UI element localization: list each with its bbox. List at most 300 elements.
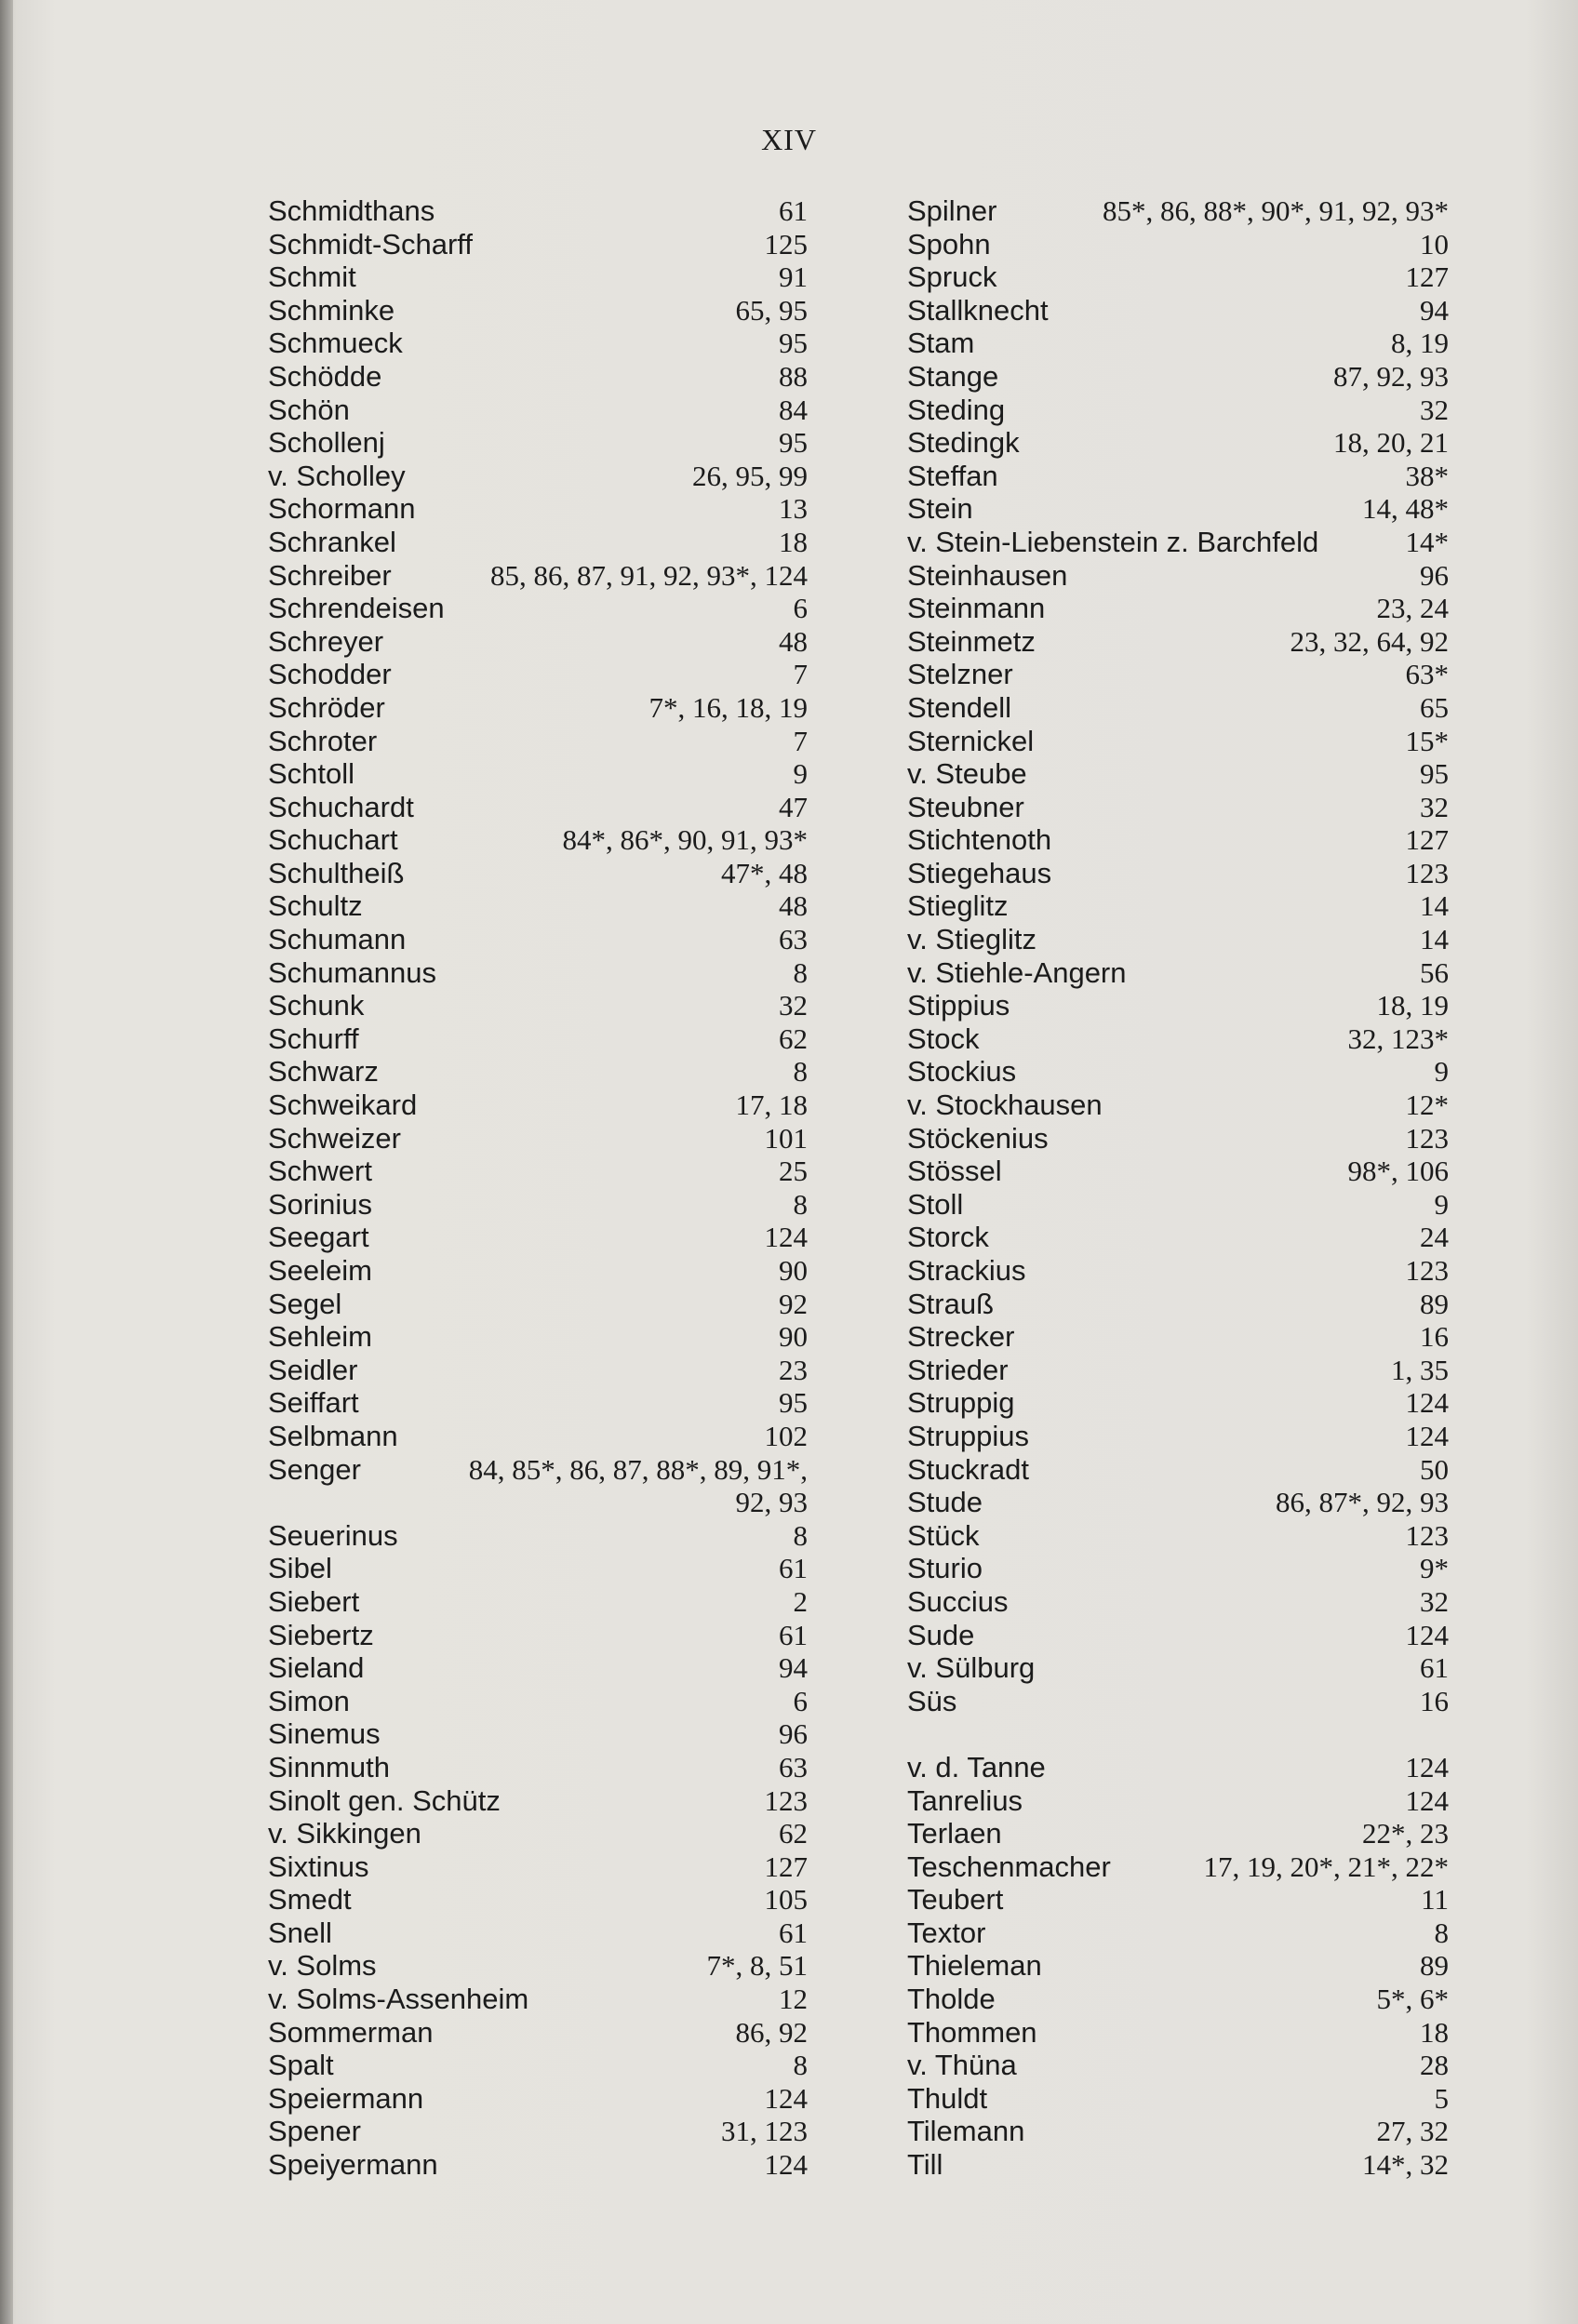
entry-pages: 124 xyxy=(1405,1386,1449,1420)
entry-name: Strauß xyxy=(907,1287,995,1320)
index-entry xyxy=(907,2049,1449,2082)
entry-pages: 16 xyxy=(1420,1320,1449,1354)
index-entry xyxy=(268,592,808,625)
page-number: XIV xyxy=(761,123,817,156)
entry-pages: 85*, 86, 88*, 90*, 91, 92, 93* xyxy=(1103,194,1449,227)
entry-name: Schodder xyxy=(268,658,392,691)
entry-name: Schumannus xyxy=(268,955,436,989)
index-entry xyxy=(907,857,1449,890)
entry-name: Textor xyxy=(907,1916,986,1949)
entry-pages: 95 xyxy=(1420,757,1449,791)
entry-name: Sinnmuth xyxy=(268,1750,390,1783)
entry-name: v. Stieglitz xyxy=(907,923,1036,956)
entry-pages: 95 xyxy=(779,1386,808,1420)
entry-name: Seuerinus xyxy=(268,1518,398,1552)
entry-name: Thuldt xyxy=(907,2081,988,2115)
entry-pages: 32, 123* xyxy=(1347,1022,1449,1055)
index-entry xyxy=(907,823,1449,857)
index-entry xyxy=(268,1420,808,1453)
index-entry xyxy=(907,1817,1449,1850)
entry-pages: 9* xyxy=(1420,1552,1449,1585)
entry-pages: 6 xyxy=(793,1684,808,1717)
entry-name: Steinmetz xyxy=(907,624,1036,658)
index-entry xyxy=(268,2049,808,2082)
entry-name: Schultheiß xyxy=(268,856,405,889)
entry-pages: 124 xyxy=(764,1221,808,1254)
index-entry xyxy=(907,426,1449,460)
entry-pages: 47 xyxy=(779,790,808,823)
index-entry xyxy=(268,823,808,857)
entry-pages: 7 xyxy=(793,658,808,691)
entry-name: Struppig xyxy=(907,1386,1015,1420)
entry-name: Schwert xyxy=(268,1155,372,1188)
entry-name: Schollenj xyxy=(268,426,385,460)
entry-name: Seegart xyxy=(268,1221,369,1254)
entry-pages: 14* xyxy=(1405,525,1449,558)
index-entry xyxy=(268,360,808,394)
entry-pages: 61 xyxy=(779,1618,808,1651)
entry-pages: 124 xyxy=(764,2081,808,2115)
entry-pages: 86, 92 xyxy=(735,2015,808,2049)
entry-name: Schtoll xyxy=(268,757,355,791)
index-entry xyxy=(907,1784,1449,1818)
entry-pages: 27, 32 xyxy=(1376,2115,1449,2148)
index-entry xyxy=(268,526,808,559)
entry-name: Stude xyxy=(907,1486,983,1519)
index-entry xyxy=(268,1717,808,1751)
entry-pages: 22*, 23 xyxy=(1362,1817,1449,1850)
entry-name: Schumann xyxy=(268,923,407,956)
entry-name: Stock xyxy=(907,1022,980,1055)
index-entry xyxy=(907,725,1449,758)
entry-pages: 65, 95 xyxy=(735,293,808,327)
index-entry xyxy=(907,1155,1449,1188)
entry-name: Steding xyxy=(907,393,1006,426)
entry-name: Till xyxy=(907,2148,943,2182)
index-entry xyxy=(268,492,808,526)
index-entry xyxy=(907,360,1449,394)
entry-name: Stichtenoth xyxy=(907,823,1052,857)
entry-pages: 14 xyxy=(1420,923,1449,956)
index-entry xyxy=(268,228,808,261)
index-entry xyxy=(907,1949,1449,1983)
entry-pages: 2 xyxy=(793,1584,808,1618)
index-entry xyxy=(268,1089,808,1122)
index-entry xyxy=(268,725,808,758)
entry-pages: 85, 86, 87, 91, 92, 93*, 124 xyxy=(490,558,808,592)
index-entry xyxy=(268,1254,808,1288)
index-entry xyxy=(907,294,1449,327)
index-entry xyxy=(268,923,808,956)
index-entry xyxy=(907,2016,1449,2050)
index-entry xyxy=(268,1983,808,2016)
entry-pages: 124 xyxy=(764,2148,808,2182)
index-entry xyxy=(907,526,1449,559)
entry-pages: 12* xyxy=(1405,1089,1449,1122)
index-entry xyxy=(907,592,1449,625)
page-binding-edge xyxy=(0,0,13,2324)
index-entry xyxy=(907,1386,1449,1420)
entry-name: v. Solms xyxy=(268,1949,377,1983)
entry-pages: 47*, 48 xyxy=(721,856,808,889)
entry-pages: 101 xyxy=(764,1121,808,1155)
index-entry xyxy=(268,1453,808,1519)
entry-name: Senger xyxy=(268,1452,361,1486)
index-entry xyxy=(907,989,1449,1022)
index-entry xyxy=(907,1354,1449,1387)
entry-pages: 96 xyxy=(1420,558,1449,592)
entry-pages: 123 xyxy=(1405,1254,1449,1287)
entry-name: v. Sikkingen xyxy=(268,1817,421,1850)
entry-name: Stuckradt xyxy=(907,1452,1029,1486)
index-entry xyxy=(907,956,1449,990)
index-entry xyxy=(907,194,1449,228)
entry-pages: 86, 87*, 92, 93 xyxy=(1276,1486,1449,1519)
entry-pages: 62 xyxy=(779,1817,808,1850)
index-entry xyxy=(268,625,808,659)
index-entry xyxy=(268,889,808,923)
index-entry xyxy=(268,2082,808,2116)
index-entry xyxy=(268,1817,808,1850)
index-entry xyxy=(268,1784,808,1818)
entry-pages: 32 xyxy=(1420,790,1449,823)
entry-pages: 26, 95, 99 xyxy=(692,459,808,492)
entry-name: Strieder xyxy=(907,1353,1009,1386)
entry-pages: 127 xyxy=(764,1850,808,1883)
entry-name: Tanrelius xyxy=(907,1783,1023,1817)
entry-pages: 32 xyxy=(1420,393,1449,426)
index-entry xyxy=(268,1552,808,1585)
entry-name: Stöckenius xyxy=(907,1121,1049,1155)
index-entry xyxy=(268,260,808,294)
entry-pages: 90 xyxy=(779,1254,808,1287)
entry-pages: 13 xyxy=(779,492,808,526)
index-entry xyxy=(907,1850,1449,1884)
entry-pages: 18, 19 xyxy=(1376,989,1449,1022)
entry-name: Sternickel xyxy=(907,724,1035,757)
entry-pages: 96 xyxy=(779,1717,808,1751)
index-entry xyxy=(268,757,808,791)
entry-name: Schödde xyxy=(268,359,382,393)
index-entry xyxy=(907,1651,1449,1685)
entry-name: Speiyermann xyxy=(268,2148,438,2182)
index-entry xyxy=(907,1089,1449,1122)
entry-pages: 127 xyxy=(1405,260,1449,294)
entry-pages: 92 xyxy=(779,1287,808,1320)
entry-name: Sturio xyxy=(907,1552,983,1585)
index-entry xyxy=(268,658,808,691)
index-column-right xyxy=(907,194,1449,2182)
index-entry xyxy=(907,1453,1449,1487)
entry-pages: 8 xyxy=(793,2049,808,2082)
index-entry xyxy=(907,1685,1449,1718)
entry-pages: 95 xyxy=(779,327,808,360)
entry-name: Sorinius xyxy=(268,1187,372,1221)
index-entry xyxy=(907,1585,1449,1619)
entry-name: Steinmann xyxy=(907,592,1046,625)
entry-pages: 88 xyxy=(779,359,808,393)
index-entry xyxy=(268,857,808,890)
entry-name: Sibel xyxy=(268,1552,332,1585)
entry-name: Schmit xyxy=(268,260,356,294)
entry-pages: 61 xyxy=(779,1552,808,1585)
entry-pages: 48 xyxy=(779,889,808,923)
index-entry xyxy=(268,559,808,593)
index-entry xyxy=(268,1519,808,1553)
entry-name: Steinhausen xyxy=(907,558,1068,592)
index-entry xyxy=(268,426,808,460)
entry-pages: 123 xyxy=(1405,1121,1449,1155)
index-entry xyxy=(907,1552,1449,1585)
entry-pages: 5*, 6* xyxy=(1376,1983,1449,2016)
entry-pages: 25 xyxy=(779,1155,808,1188)
entry-name: Struppius xyxy=(907,1419,1029,1452)
index-entry xyxy=(907,1883,1449,1917)
index-entry xyxy=(907,1619,1449,1652)
entry-name: Tholde xyxy=(907,1983,996,2016)
entry-pages: 63 xyxy=(779,923,808,956)
entry-pages: 63 xyxy=(779,1750,808,1783)
index-entry xyxy=(907,1717,1449,1751)
entry-name: Succius xyxy=(907,1584,1009,1618)
index-entry xyxy=(907,2148,1449,2182)
index-entry xyxy=(268,1320,808,1354)
entry-name: Thieleman xyxy=(907,1949,1042,1983)
index-entry xyxy=(268,1651,808,1685)
entry-name: Spilner xyxy=(907,194,997,227)
entry-pages: 15* xyxy=(1405,724,1449,757)
index-entry xyxy=(268,1122,808,1155)
entry-name: Stoll xyxy=(907,1187,964,1221)
entry-pages: 18, 20, 21 xyxy=(1333,426,1449,460)
entry-name: Stieglitz xyxy=(907,889,1009,923)
entry-pages: 95 xyxy=(779,426,808,460)
entry-pages: 14, 48* xyxy=(1362,492,1449,526)
entry-pages: 124 xyxy=(1405,1618,1449,1651)
entry-name: Sommerman xyxy=(268,2015,434,2049)
index-entry xyxy=(907,1288,1449,1321)
entry-name: Sinemus xyxy=(268,1717,381,1751)
entry-name: Stippius xyxy=(907,989,1010,1022)
entry-name: Schön xyxy=(268,393,350,426)
index-entry xyxy=(268,194,808,228)
index-entry xyxy=(907,1022,1449,1056)
entry-pages: 8, 19 xyxy=(1391,327,1449,360)
index-entry xyxy=(907,923,1449,956)
entry-pages: 8 xyxy=(1434,1916,1449,1949)
entry-pages: 12 xyxy=(779,1983,808,2016)
entry-pages: 61 xyxy=(779,194,808,227)
entry-pages: 16 xyxy=(1420,1684,1449,1717)
entry-name: Schrendeisen xyxy=(268,592,445,625)
entry-name: Schreiber xyxy=(268,558,392,592)
entry-name: v. Solms-Assenheim xyxy=(268,1983,529,2016)
entry-name: Schmidthans xyxy=(268,194,435,227)
entry-pages: 61 xyxy=(779,1916,808,1949)
entry-pages: 14 xyxy=(1420,889,1449,923)
entry-pages: 32 xyxy=(1420,1584,1449,1618)
entry-pages: 84, 85*, 86, 87, 88*, 89, 91*, 92, 93 xyxy=(468,1452,808,1519)
entry-pages: 5 xyxy=(1434,2081,1449,2115)
index-entry xyxy=(907,1122,1449,1155)
entry-name: Schultz xyxy=(268,889,363,923)
entry-pages: 8 xyxy=(793,1187,808,1221)
entry-name: Schreyer xyxy=(268,624,384,658)
entry-name: v. Stein-Liebenstein z. Barchfeld xyxy=(907,525,1319,558)
entry-pages: 18 xyxy=(1420,2015,1449,2049)
index-entry xyxy=(268,1685,808,1718)
entry-pages: 124 xyxy=(1405,1750,1449,1783)
entry-pages: 23, 32, 64, 92 xyxy=(1290,624,1449,658)
entry-name: Spruck xyxy=(907,260,997,294)
entry-pages: 84 xyxy=(779,393,808,426)
index-entry xyxy=(268,1221,808,1254)
index-entry xyxy=(907,625,1449,659)
entry-pages: 94 xyxy=(779,1651,808,1685)
entry-pages: 61 xyxy=(1420,1651,1449,1685)
entry-name: Terlaen xyxy=(907,1817,1002,1850)
index-entry xyxy=(907,1917,1449,1950)
entry-name: v. Scholley xyxy=(268,459,406,492)
index-entry xyxy=(268,1619,808,1652)
index-entry xyxy=(907,1751,1449,1784)
entry-name: Simon xyxy=(268,1684,350,1717)
entry-pages: 123 xyxy=(764,1783,808,1817)
entry-name: Seiffart xyxy=(268,1386,359,1420)
entry-pages: 24 xyxy=(1420,1221,1449,1254)
entry-name: Schweikard xyxy=(268,1089,418,1122)
entry-name: Stelzner xyxy=(907,658,1013,691)
index-entry xyxy=(907,460,1449,493)
entry-name: Schwarz xyxy=(268,1055,379,1089)
entry-name: Sehleim xyxy=(268,1320,372,1354)
entry-name: Teubert xyxy=(907,1883,1004,1917)
entry-name: Thommen xyxy=(907,2015,1037,2049)
entry-pages: 123 xyxy=(1405,856,1449,889)
index-entry xyxy=(907,1055,1449,1089)
index-entry xyxy=(268,1751,808,1784)
entry-name: v. Stockhausen xyxy=(907,1089,1103,1122)
entry-name: Siebertz xyxy=(268,1618,374,1651)
entry-name: Teschenmacher xyxy=(907,1850,1111,1883)
index-entry xyxy=(907,559,1449,593)
entry-name: Stockius xyxy=(907,1055,1017,1089)
entry-pages: 11 xyxy=(1421,1883,1449,1917)
index-entry xyxy=(907,1188,1449,1222)
entry-pages: 8 xyxy=(793,1055,808,1089)
entry-name: Stange xyxy=(907,359,999,393)
entry-name: Steubner xyxy=(907,790,1024,823)
index-entry xyxy=(907,889,1449,923)
index-entry xyxy=(268,1354,808,1387)
entry-pages: 8 xyxy=(793,955,808,989)
index-entry xyxy=(268,1022,808,1056)
entry-pages: 89 xyxy=(1420,1949,1449,1983)
entry-pages: 17, 19, 20*, 21*, 22* xyxy=(1203,1850,1449,1883)
index-entry xyxy=(268,1288,808,1321)
index-entry xyxy=(268,956,808,990)
index-entry xyxy=(268,460,808,493)
entry-pages: 89 xyxy=(1420,1287,1449,1320)
index-entry xyxy=(907,1420,1449,1453)
entry-pages: 7 xyxy=(793,724,808,757)
index-entry xyxy=(907,394,1449,427)
index-entry xyxy=(907,1320,1449,1354)
entry-name: Schurff xyxy=(268,1022,359,1055)
entry-pages: 17, 18 xyxy=(735,1089,808,1122)
index-entry xyxy=(907,2115,1449,2148)
entry-pages: 127 xyxy=(1405,823,1449,857)
entry-name: Snell xyxy=(268,1916,332,1949)
entry-name: Storck xyxy=(907,1221,989,1254)
entry-name: v. Steube xyxy=(907,757,1027,791)
index-entry xyxy=(907,691,1449,725)
entry-name: Sixtinus xyxy=(268,1850,369,1883)
entry-pages: 32 xyxy=(779,989,808,1022)
entry-pages: 48 xyxy=(779,624,808,658)
entry-pages: 18 xyxy=(779,525,808,558)
entry-name: Strecker xyxy=(907,1320,1015,1354)
entry-pages: 65 xyxy=(1420,690,1449,724)
entry-name: Spohn xyxy=(907,227,991,260)
index-entry xyxy=(268,989,808,1022)
entry-pages: 28 xyxy=(1420,2049,1449,2082)
index-entry xyxy=(907,260,1449,294)
entry-pages: 105 xyxy=(764,1883,808,1917)
entry-pages: 62 xyxy=(779,1022,808,1055)
entry-pages: 8 xyxy=(793,1518,808,1552)
entry-name: Sude xyxy=(907,1618,975,1651)
entry-pages: 87, 92, 93 xyxy=(1333,359,1449,393)
index-entry xyxy=(907,1519,1449,1553)
index-entry xyxy=(268,2115,808,2148)
index-entry xyxy=(268,791,808,824)
index-entry xyxy=(268,327,808,360)
entry-name: Selbmann xyxy=(268,1419,398,1452)
entry-pages: 38* xyxy=(1405,459,1449,492)
entry-pages: 14*, 32 xyxy=(1362,2148,1449,2182)
entry-pages: 63* xyxy=(1405,658,1449,691)
index-entry xyxy=(268,1055,808,1089)
entry-name: Sinolt gen. Schütz xyxy=(268,1783,501,1817)
entry-name: Speiermann xyxy=(268,2081,424,2115)
entry-name: Stein xyxy=(907,492,973,526)
index-entry xyxy=(907,1983,1449,2016)
index-entry xyxy=(268,1155,808,1188)
index-entry xyxy=(268,1850,808,1884)
entry-name: Schmueck xyxy=(268,327,403,360)
index-entry xyxy=(907,228,1449,261)
entry-name: v. Sülburg xyxy=(907,1651,1036,1685)
entry-name: Stück xyxy=(907,1518,980,1552)
entry-name: Schormann xyxy=(268,492,416,526)
index-entry xyxy=(268,1386,808,1420)
entry-pages: 98*, 106 xyxy=(1347,1155,1449,1188)
entry-pages: 10 xyxy=(1420,227,1449,260)
index-entry xyxy=(268,2148,808,2182)
entry-pages: 31, 123 xyxy=(721,2115,808,2148)
index-entry xyxy=(268,1949,808,1983)
entry-pages: 9 xyxy=(793,757,808,791)
entry-name: Schrankel xyxy=(268,525,396,558)
entry-name: Schroter xyxy=(268,724,378,757)
entry-name: Stössel xyxy=(907,1155,1002,1188)
entry-pages: 91 xyxy=(779,260,808,294)
entry-name: Schuchardt xyxy=(268,790,414,823)
entry-name: v. Stiehle-Angern xyxy=(907,955,1127,989)
entry-name: Sieland xyxy=(268,1651,365,1685)
index-entry xyxy=(907,791,1449,824)
